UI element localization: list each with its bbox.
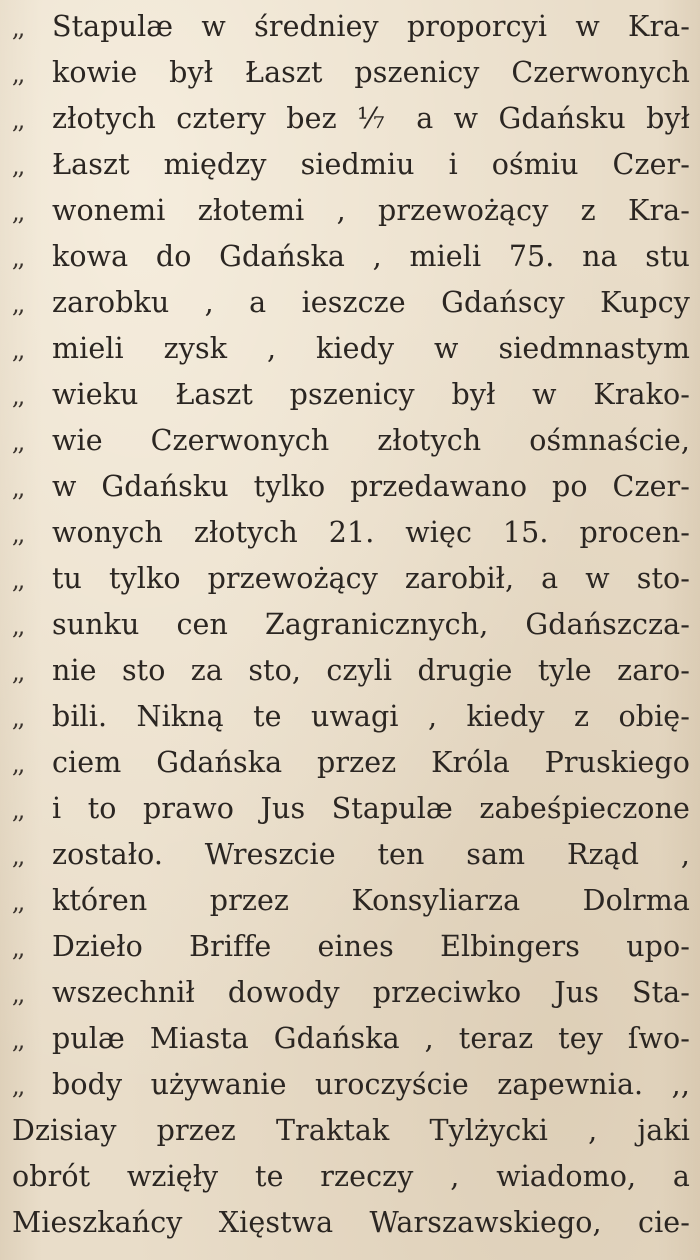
- quote-mark: ,,: [12, 290, 24, 318]
- line-text: sunku cen Zagranicznych, Gdańszcza-: [52, 608, 690, 641]
- line-text: ciem Gdańska przez Króla Pruskiego: [52, 746, 690, 779]
- quote-mark: ,,: [12, 934, 24, 962]
- line-text: wie Czerwonych złotych ośmnaście,: [52, 424, 690, 457]
- quote-mark: ,,: [12, 1072, 24, 1100]
- quote-mark: ,,: [12, 382, 24, 410]
- text-line: [12, 372, 690, 418]
- text-line: [12, 786, 690, 832]
- line-text: wonemi złotemi , przewożący z Kra-: [52, 194, 690, 227]
- quote-mark: ,,: [12, 566, 24, 594]
- text-line: [12, 1062, 690, 1108]
- line-text: Dzieło Briffe eines Elbingers upo-: [52, 930, 690, 963]
- line-text: obrót wzięły te rzeczy , wiadomo, a: [12, 1160, 690, 1193]
- text-line: [12, 694, 690, 740]
- text-line: [12, 832, 690, 878]
- quote-mark: ,,: [12, 14, 24, 42]
- text-line: [12, 464, 690, 510]
- line-text: bili. Nikną te uwagi , kiedy z obię-: [52, 700, 690, 733]
- quote-mark: ,,: [12, 1026, 24, 1054]
- line-text: kowa do Gdańska , mieli 75. na stu: [52, 240, 690, 273]
- quote-mark: ,,: [12, 888, 24, 916]
- line-text: Stapulæ w średniey proporcyi w Kra-: [52, 10, 690, 43]
- text-line: [12, 280, 690, 326]
- quote-mark: ,,: [12, 658, 24, 686]
- text-line: [12, 878, 690, 924]
- text-line: [12, 96, 690, 142]
- quote-mark: ,,: [12, 704, 24, 732]
- line-text: wonych złotych 21. więc 15. procen-: [52, 516, 690, 549]
- text-line: [12, 234, 690, 280]
- text-line: [12, 510, 690, 556]
- text-line: [12, 142, 690, 188]
- text-line: [12, 188, 690, 234]
- text-line: [12, 326, 690, 372]
- line-text: Dzisiay przez Traktak Tylżycki , jaki: [12, 1114, 690, 1147]
- text-line: [12, 1016, 690, 1062]
- quote-mark: ,,: [12, 198, 24, 226]
- line-text: mieli zysk , kiedy w siedmnastym: [52, 332, 690, 365]
- text-line: [12, 1108, 690, 1154]
- text-line: [12, 556, 690, 602]
- quote-mark: ,,: [12, 842, 24, 870]
- line-text: zarobku , a ieszcze Gdańscy Kupcy: [52, 286, 690, 319]
- quote-mark: ,,: [12, 474, 24, 502]
- line-text: Mieszkańcy Xięstwa Warszawskiego, cie-: [12, 1206, 690, 1239]
- text-line: [12, 602, 690, 648]
- text-line: [12, 1154, 690, 1200]
- line-text: któren przez Konsyliarza Dolrma: [52, 884, 690, 917]
- quote-mark: ,,: [12, 750, 24, 778]
- text-line: [12, 970, 690, 1016]
- quote-mark: ,,: [12, 796, 24, 824]
- quote-mark: ,,: [12, 60, 24, 88]
- line-text: wieku Łaszt pszenicy był w Krako-: [52, 378, 690, 411]
- line-text: pulæ Miasta Gdańska , teraz tey ſwo-: [52, 1022, 690, 1055]
- quote-mark: ,,: [12, 152, 24, 180]
- text-line: [12, 740, 690, 786]
- line-text: i to prawo Jus Stapulæ zabeśpieczone: [52, 792, 690, 825]
- line-text: w Gdańsku tylko przedawano po Czer-: [52, 470, 690, 503]
- quote-mark: ,,: [12, 612, 24, 640]
- text-line: [12, 418, 690, 464]
- text-line: [12, 1200, 690, 1246]
- quote-mark: ,,: [12, 336, 24, 364]
- line-text: tu tylko przewożący zarobił, a w sto-: [52, 562, 690, 595]
- quote-mark: ,,: [12, 520, 24, 548]
- quote-mark: ,,: [12, 980, 24, 1008]
- quote-mark: ,,: [12, 428, 24, 456]
- line-text: wszechnił dowody przeciwko Jus Sta-: [52, 976, 690, 1009]
- line-text: Łaszt między siedmiu i ośmiu Czer-: [52, 148, 690, 181]
- text-line: [12, 924, 690, 970]
- line-text: zostało. Wreszcie ten sam Rząd ,: [52, 838, 690, 871]
- quote-mark: ,,: [12, 106, 24, 134]
- text-line: [12, 50, 690, 96]
- text-line: [12, 648, 690, 694]
- line-text: body używanie uroczyście zapewnia. ,,: [52, 1068, 690, 1101]
- quote-mark: ,,: [12, 244, 24, 272]
- line-text: nie sto za sto, czyli drugie tyle zaro-: [52, 654, 690, 687]
- line-text: złotych cztery bez ⅐ a w Gdańsku był: [52, 102, 690, 135]
- text-line: [12, 4, 690, 50]
- line-text: kowie był Łaszt pszenicy Czerwonych: [52, 56, 690, 89]
